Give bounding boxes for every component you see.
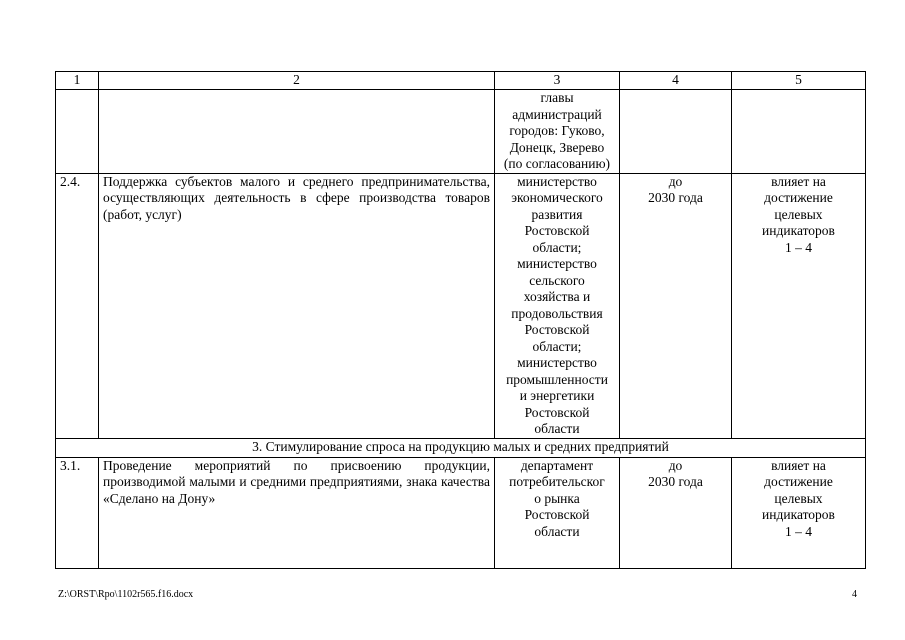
text-line: влияет на (771, 457, 826, 473)
text-line: индикаторов (762, 507, 835, 522)
text-line: сельского (529, 272, 585, 288)
text-line: достижение (764, 190, 833, 205)
table-row-continued (56, 90, 866, 174)
cell-deadline-empty (620, 90, 732, 174)
text-line: министерство (517, 355, 597, 370)
text-line: главы (540, 90, 574, 105)
row-number: 2.4. (56, 173, 99, 438)
cell-effect-empty (732, 90, 866, 174)
measure-description: Проведение мероприятий по присвоению продукции, производимой малыми и средними предприятиями, знака качества «Сделано на Дону» (99, 457, 495, 568)
row-number: 3.1. (56, 457, 99, 568)
text-line: и энергетики (519, 388, 595, 403)
cell-deadline (620, 173, 732, 438)
text-line: хозяйства и (523, 289, 591, 304)
header-col-3: 3 (495, 72, 620, 90)
text-line: Ростовской (524, 404, 590, 420)
text-line: области; (532, 338, 582, 354)
text-line: Ростовской (524, 507, 590, 522)
text-line: потребительског (509, 474, 605, 489)
text-line: экономического (511, 190, 603, 205)
text-line: министерство (517, 173, 597, 189)
text-line: индикаторов (762, 223, 835, 238)
file-path-footer: Z:\ORST\Rpo\1102r565.f16.docx (58, 589, 194, 600)
text-line: 1 – 4 (785, 523, 812, 539)
text-line: департамент (520, 457, 594, 473)
text-line: целевых (774, 206, 823, 222)
text-line: Ростовской (524, 223, 590, 238)
cell-deadline (620, 457, 732, 568)
text-line: до (668, 457, 683, 473)
text-line: целевых (774, 490, 823, 506)
table-section-row (56, 438, 866, 457)
cell-responsible (495, 90, 620, 174)
text-line: промышленности (506, 371, 608, 387)
header-col-4: 4 (620, 72, 732, 90)
plan-table (55, 71, 866, 569)
measure-description: Поддержка субъектов малого и среднего предпринимательства, осуществляющих деятельность в сфере производства товаров (работ, услуг) (99, 173, 495, 438)
text-line: продовольствия (511, 305, 603, 321)
text-line: 2030 года (648, 474, 703, 489)
cell-num-empty (56, 90, 99, 174)
text-line: (по согласованию) (503, 156, 611, 171)
cell-effect (732, 457, 866, 568)
text-line: Ростовской (524, 322, 590, 337)
cell-effect (732, 173, 866, 438)
header-col-5: 5 (732, 72, 866, 90)
text-line: 1 – 4 (785, 239, 812, 255)
cell-responsible (495, 173, 620, 438)
header-col-1: 1 (56, 72, 99, 90)
text-line: Донецк, Зверево (509, 139, 605, 155)
text-line: администраций (512, 106, 602, 122)
text-line: области (534, 523, 580, 539)
text-line: развития (531, 206, 583, 222)
text-line: влияет на (771, 173, 826, 189)
text-line: министерство (517, 256, 597, 271)
table-header-row (56, 72, 866, 90)
cell-responsible (495, 457, 620, 568)
header-col-2: 2 (99, 72, 495, 90)
text-line: достижение (764, 474, 833, 489)
text-line: области (534, 421, 580, 436)
text-line: области; (532, 239, 582, 255)
text-line: 2030 года (648, 190, 703, 205)
table-row-2-4 (56, 173, 866, 438)
text-line: о рынка (534, 490, 580, 506)
table-row-3-1 (56, 457, 866, 568)
page-number: 4 (852, 589, 857, 600)
text-line: до (668, 173, 683, 189)
text-line: городов: Гуково, (509, 123, 605, 138)
cell-text-empty (99, 90, 495, 174)
section-title: 3. Стимулирование спроса на продукцию малых и средних предприятий (56, 438, 866, 457)
